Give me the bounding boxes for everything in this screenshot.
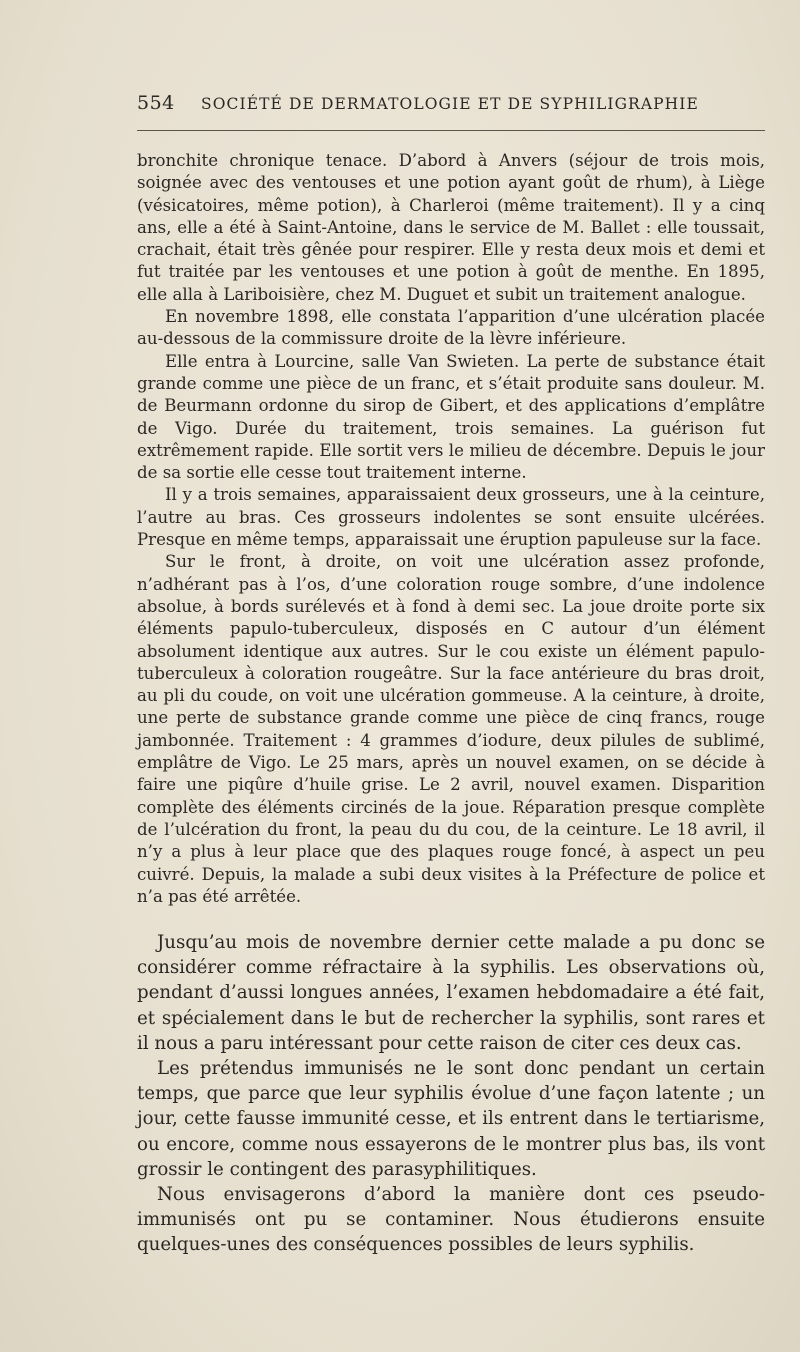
running-title: SOCIÉTÉ DE DERMATOLOGIE ET DE SYPHILIGRAPHIE <box>201 95 699 113</box>
paragraph: Elle entra à Lourcine, salle Van Swieten. La perte de substance était grande comme une pièce de un franc, et s’était produite sans douleur. M. de Beurmann ordonne du sirop de Gibert, et des applications d’emplâtre de Vigo. Durée du traitement, trois semaines. La guérison fut extrêmement rapide. Elle sortit vers le milieu de décembre. Depuis le jour de sa sortie elle cesse tout traitement interne. <box>137 351 765 483</box>
paragraph: Nous envisagerons d’abord la manière dont ces pseudo-immunisés ont pu se contaminer. Nous étudierons ensuite quelques-unes des conséquences possibles de leurs syphilis. <box>137 1184 765 1256</box>
header-rule <box>137 130 765 131</box>
paragraph: Jusqu’au mois de novembre dernier cette malade a pu donc se considérer comme réfractaire à la syphilis. Les observations où, pendant d’aussi longues années, l’examen hebdomadaire a été fait, et spécialement dans le but de rechercher la syphilis, sont rares et il nous a paru intéressant pour cette raison de citer ces deux cas. <box>137 932 765 1054</box>
paragraph: En novembre 1898, elle constata l’apparition d’une ulcération placée au-dessous de la commissure droite de la lèvre inférieure. <box>137 307 765 349</box>
observation-text <box>137 150 765 908</box>
paragraph: Sur le front, à droite, on voit une ulcération assez profonde, n’adhérant pas à l’os, d’une coloration rouge sombre, d’une indolence absolue, à bords surélevés et à fond à demi sec. La joue droite porte six éléments papulo-tuberculeux, disposés en C autour d’un élément absolument identique aux autres. Sur le cou existe un élément papulo-tuberculeux à coloration rougeâtre. Sur la face antérieure du bras droit, au pli du coude, on voit une ulcération gommeuse. A la ceinture, à droite, une perte de substance grande comme une pièce de cinq francs, rouge jambonnée. Traitement : 4 grammes d’iodure, deux pilules de sublimé, emplâtre de Vigo. Le 25 mars, après un nouvel examen, on se décide à faire une piqûre d’huile grise. Le 2 avril, nouvel examen. Disparition complète des éléments circinés de la joue. Réparation presque complète de l’ulcération du front, la peau du du cou, de la ceinture. Le 18 avril, il n’y a plus à leur place que des plaques rouge foncé, à aspect un peu cuivré. Depuis, la malade a subi deux visites à la Préfecture de police et n’a pas été arrêtée. <box>137 552 765 906</box>
paragraph: Les prétendus immunisés ne le sont donc pendant un certain temps, que parce que leur syphilis évolue d’une façon latente ; un jour, cette fausse immunité cesse, et ils entrent dans le tertiarisme, ou encore, comme nous essayerons de le montrer plus bas, ils vont grossir le contingent des parasyphilitiques. <box>137 1058 765 1180</box>
paragraph: Il y a trois semaines, apparaissaient deux grosseurs, une à la ceinture, l’autre au bras. Ces grosseurs indolentes se sont ensuite ulcérées. Presque en même temps, apparaissait une éruption papuleuse sur la face. <box>137 485 765 550</box>
paragraph: bronchite chronique tenace. D’abord à Anvers (séjour de trois mois, soignée avec des ventouses et une potion ayant goût de rhum), à Liège (vésicatoires, même potion), à Charleroi (même traitement). Il y a cinq ans, elle a été à Saint-Antoine, dans le service de M. Ballet : elle toussait, crachait, était très gênée pour respirer. Elle y resta deux mois et demi et fut traitée par les ventouses et une potion à goût de menthe. En 1895, elle alla à Lariboisière, chez M. Duguet et subit un traitement analogue. <box>137 151 765 304</box>
discussion-text <box>137 930 765 1258</box>
page-header <box>137 92 767 122</box>
page-number: 554 <box>137 92 175 114</box>
